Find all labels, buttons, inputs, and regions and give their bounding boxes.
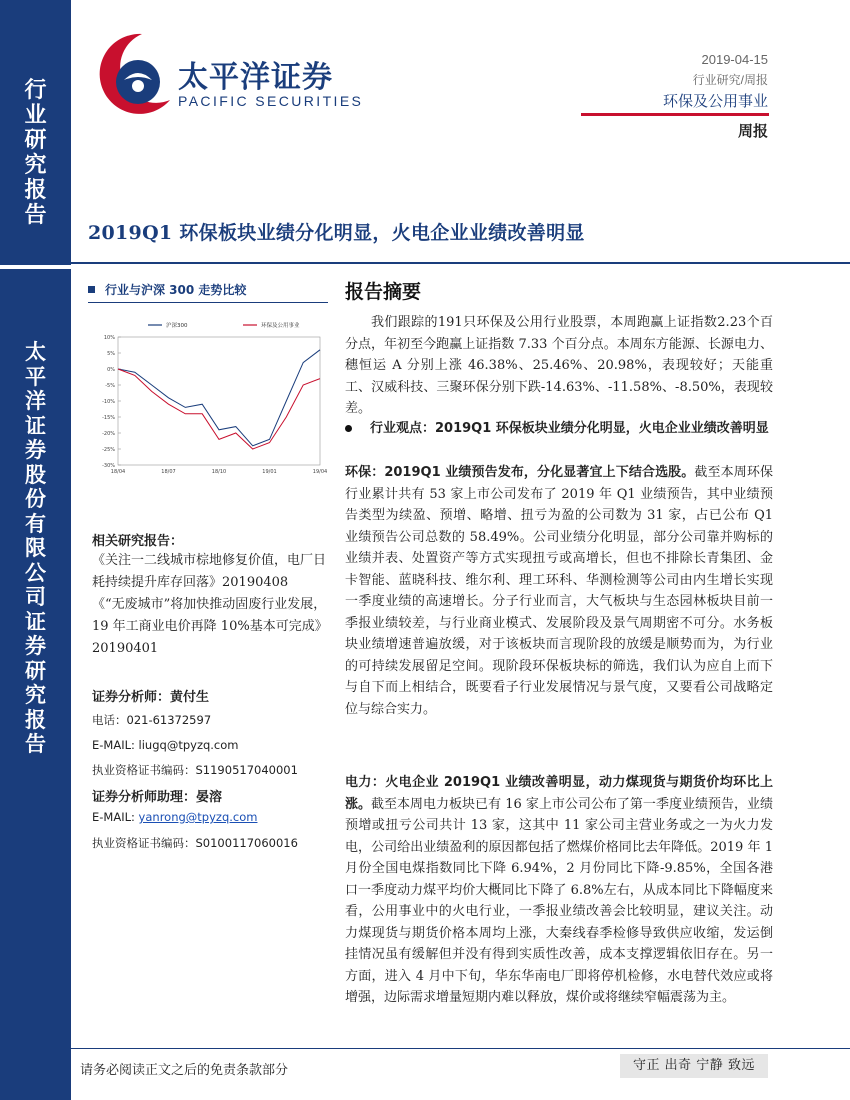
x-tick-label: 18/07	[161, 469, 176, 475]
analyst-name: 证券分析师：黄付生	[92, 690, 210, 705]
related-report-1: 《关注一二线城市棕地修复价值，电厂日耗持续提升库存回落》20190408	[92, 553, 327, 590]
logo-text-cn: 太平洋证券	[178, 60, 333, 95]
analyst-phone: 电话：021-61372597	[92, 713, 212, 727]
side-label-top: 行 业 研 究 报 告	[24, 78, 47, 228]
y-tick-label: -5%	[105, 383, 115, 389]
power-paragraph	[345, 772, 773, 1009]
assistant-email-row	[92, 810, 257, 824]
series-line-2	[118, 369, 320, 449]
x-tick-label: 18/04	[110, 469, 126, 475]
x-tick-label: 18/10	[211, 469, 227, 475]
summary-paragraph-1: 我们跟踪的191只环保及公用行业股票，本周跑赢上证指数2.23个百分点，年初至今跑赢上证指数 7.33 个百分点。本周东方能源、长源电力、穗恒运 A 分别上涨 46.38%、25.46%、20.98%，表现较好；天能重工、汉威科技、三聚环保分别下跌-14.63%、-11.58%、-8.50%，表现较差。	[345, 315, 773, 416]
chart-plot-frame	[118, 337, 320, 465]
industry-view-bullet	[370, 418, 773, 440]
footer-disclaimer: 请务必阅读正文之后的免责条款部分	[80, 1063, 289, 1078]
x-tick-label: 19/01	[262, 469, 277, 475]
y-tick-label: 5%	[107, 351, 115, 357]
company-logo-mark	[90, 28, 180, 123]
industry-name: 环保及公用事业	[662, 92, 768, 110]
y-tick-label: -20%	[102, 431, 115, 437]
industry-view-text: 行业观点：2019Q1 环保板块业绩分化明显，火电企业业绩改善明显	[370, 421, 769, 436]
x-tick-label: 19/04	[312, 469, 328, 475]
assistant-email-label: E-MAIL:	[92, 810, 135, 824]
chart-header-text: 行业与沪深 300 走势比较	[105, 283, 247, 297]
report-type: 行业研究/周报	[692, 73, 768, 87]
analyst-cert: 执业资格证书编码：S1190517040001	[92, 763, 298, 777]
side-label-bottom: 太 平 洋 证 券 股 份 有 限 公 司 证 券 研 究 报 告	[25, 340, 46, 756]
report-kind: 周报	[737, 122, 768, 140]
y-tick-label: -10%	[102, 399, 115, 405]
report-title: 2019Q1 环保板块业绩分化明显，火电企业业绩改善明显	[88, 222, 585, 244]
assistant-cert: 执业资格证书编码：S0100117060016	[92, 836, 298, 850]
footer-divider	[71, 1048, 850, 1049]
y-tick-label: 0%	[107, 367, 115, 373]
trend-chart	[88, 315, 328, 485]
assistant-name: 证券分析师助理：晏溶	[92, 790, 223, 805]
env-paragraph	[345, 462, 773, 720]
env-paragraph-head: 环保：2019Q1 业绩预告发布，分化显著宜上下结合选股。	[345, 465, 695, 480]
analyst-email-row	[92, 738, 239, 752]
bullet-dot-icon	[345, 425, 352, 432]
legend-label-1: 沪深300	[166, 323, 188, 329]
meta-divider	[581, 113, 769, 116]
square-bullet-icon	[88, 286, 95, 293]
report-date: 2019-04-15	[701, 52, 768, 67]
logo-text-en: PACIFIC SECURITIES	[178, 93, 364, 109]
chart-header-divider	[88, 302, 328, 303]
assistant-email-link[interactable]: yanrong@tpyzq.com	[138, 810, 258, 824]
series-line-1	[118, 350, 320, 446]
power-paragraph-body: 截至本周电力板块已有 16 家上市公司公布了第一季度业绩预告，业绩预增或扭亏公司共计 13 家，这其中 11 家公司主营业务或之一为火力发电，公司给出业绩盈利的原因都包括了燃煤价格同比去年降低。2019 年 1 月份全国电煤指数同比下降 6.94%，2 月份同比下降-9.85%，全国各港口一季度动力煤平均价大概同比下降了 6.8%左右，从成本同比下降幅度来看，公用事业中的火电行业，一季报业绩改善会比较明显，建议关注。动力煤现货与期货价格本周均上涨，大秦线春季检修导致供应收缩，发运倒挂情况虽有缓解但并没有得到实质性改善，成本支撑逻辑依旧存在。另一方面，进入 4 月中下旬，华东华南电厂即将停机检修，水电替代效应或将增强，边际需求增量短期内难以释放，煤价或将继续窄幅震荡为主。	[345, 796, 773, 1005]
env-paragraph-body: 截至本周环保行业累计共有 53 家上市公司发布了 2019 年 Q1 业绩预告，其中业绩预告类型为续盈、预增、略增、扭亏为盈的公司数为 31 家，占已公布 Q1 业绩预告公司总数的 58.49%。公司业绩分化明显，部分公司靠并购标的业绩并表、处置资产等方式实现扭亏或高增长，但也不排除长青集团、金卡智能、蓝晓科技、维尔利、理工环科、华测检测等公司由内生增长实现一季度业绩的高速增长。分子行业而言，大气板块与生态园林板块目前一季报业绩较差，与行业商业模式、发展阶段及景气周期密不可分。水务板块业绩增速普遍放缓，对于该板块而言现阶段的放缓是顺势而为，为行业的可持续发展留足空间。现阶段环保板块标的筛选，我们认为应自上而下与自下而上相结合，既要看子行业发展情况与景气度，又要看公司战略定位与综合实力。	[345, 465, 773, 717]
y-tick-label: -15%	[102, 415, 115, 421]
footer-motto: 守正 出奇 宁静 致远	[620, 1054, 768, 1078]
summary-header: 报告摘要	[345, 281, 422, 303]
analyst-email-label: E-MAIL:	[92, 738, 135, 752]
related-report-2: 《“无废城市”将加快推动固废行业发展，19 年工商业电价再降 10%基本可完成》20190401	[92, 597, 328, 656]
y-tick-label: -30%	[102, 463, 115, 469]
analyst-email[interactable]: liugq@tpyzq.com	[138, 738, 239, 752]
legend-label-2: 环保及公用事业	[261, 323, 300, 329]
side-band-divider	[0, 265, 71, 269]
title-divider	[71, 262, 850, 264]
related-reports-header: 相关研究报告：	[92, 534, 184, 549]
y-tick-label: -25%	[102, 447, 115, 453]
y-tick-label: 10%	[103, 335, 115, 341]
trend-chart-svg	[88, 315, 328, 485]
chart-header	[88, 281, 328, 298]
power-paragraph-head: 电力：火电企业 2019Q1 业绩改善明显，动力煤现货与期货价均环比上涨。	[345, 775, 773, 812]
